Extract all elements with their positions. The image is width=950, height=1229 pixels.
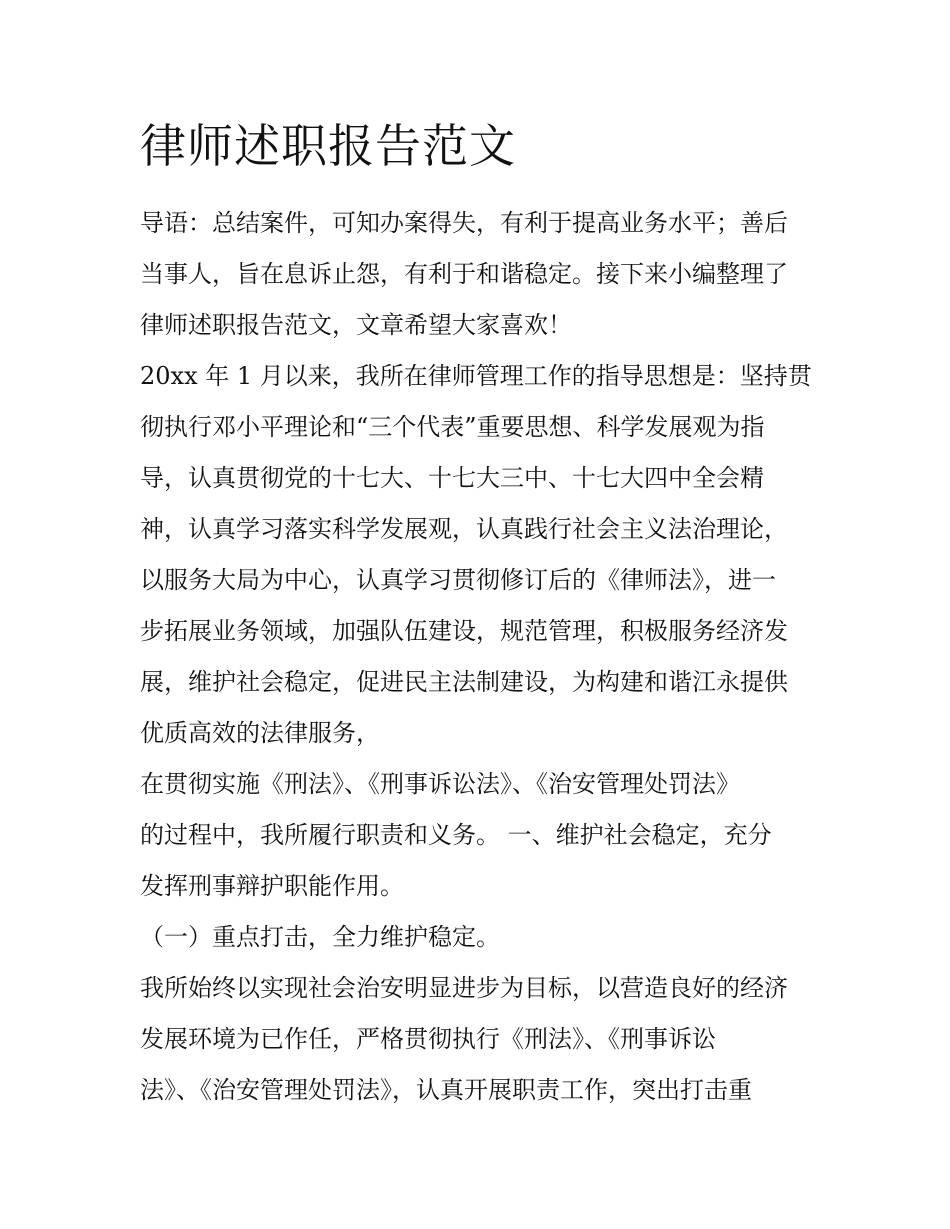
body-line: 发挥刑事辩护职能作用。 xyxy=(140,872,404,900)
body-line: 导，认真贯彻党的十七大、十七大三中、十七大四中全会精 xyxy=(140,464,764,492)
body-line: 律师述职报告范文，文章希望大家喜欢！ xyxy=(140,311,572,339)
body-line: 彻执行邓小平理论和“三个代表”重要思想、科学发展观为指 xyxy=(140,413,765,441)
body-line: 的过程中，我所履行职责和义务。 一、维护社会稳定，充分 xyxy=(140,821,772,849)
body-line: 20xx 年 1 月以来，我所在律师管理工作的指导思想是：坚持贯 xyxy=(140,362,812,390)
body-line: 我所始终以实现社会治安明显进步为目标，以营造良好的经济 xyxy=(140,974,788,1002)
body-line: 以服务大局为中心，认真学习贯彻修订后的《律师法》，进一 xyxy=(140,566,776,594)
body-line: 优质高效的法律服务， xyxy=(140,719,380,747)
body-line: 当事人，旨在息诉止怨，有利于和谐稳定。接下来小编整理了 xyxy=(140,260,788,288)
document-title: 律师述职报告范文 xyxy=(140,119,516,173)
body-line: 神，认真学习落实科学发展观，认真践行社会主义法治理论， xyxy=(140,515,788,543)
document-body xyxy=(140,198,820,1116)
section-heading: （一）重点打击，全力维护稳定。 xyxy=(140,923,500,951)
body-line: 展，维护社会稳定，促进民主法制建设，为构建和谐江永提供 xyxy=(140,668,788,696)
body-line: 导语：总结案件，可知办案得失，有利于提高业务水平；善后 xyxy=(140,209,788,237)
body-line: 步拓展业务领域，加强队伍建设，规范管理，积极服务经济发 xyxy=(140,617,788,645)
body-line: 法》、《治安管理处罚法》，认真开展职责工作，突出打击重 xyxy=(140,1076,752,1104)
body-line: 发展环境为已作任，严格贯彻执行《刑法》、《刑事诉讼 xyxy=(140,1025,716,1053)
body-line: 在贯彻实施《刑法》、《刑事诉讼法》、《治安管理处罚法》 xyxy=(140,770,740,798)
